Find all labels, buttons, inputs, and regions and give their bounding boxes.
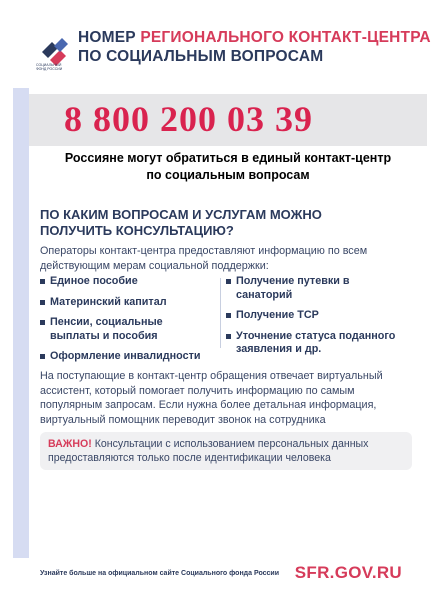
subtitle — [29, 150, 427, 184]
list-item: Пенсии, социальные выплаты и пособия — [40, 316, 170, 343]
note-label: ВАЖНО! — [48, 438, 92, 450]
phone-number[interactable]: 8 800 200 03 39 — [64, 99, 313, 139]
header — [0, 0, 433, 90]
list-item: Получение ТСР — [226, 309, 411, 323]
questions-heading-line2: ПОЛУЧИТЬ КОНСУЛЬТАЦИЮ? — [40, 223, 234, 238]
footer — [40, 563, 412, 582]
column-divider — [220, 278, 221, 348]
note-text — [48, 437, 404, 465]
questions-intro: Операторы контакт-центра предоставляют информацию по всем действующим мерам социальной поддержки: — [40, 245, 368, 272]
page-title-line1 — [78, 29, 431, 47]
subtitle-line2: по социальным вопросам — [146, 168, 310, 182]
important-note — [40, 432, 412, 470]
title-part-dark: НОМЕР — [78, 29, 141, 46]
list-item: Оформление инвалидности — [40, 350, 215, 364]
list-item: Уточнение статуса поданного заявления и др. — [226, 330, 406, 357]
logo-caption: СОЦИАЛЬНЫЙ ФОНД РОССИИ — [36, 63, 63, 71]
page-title-line2: ПО СОЦИАЛЬНЫМ ВОПРОСАМ — [78, 48, 324, 65]
list-item: Получение путевки в санаторий — [226, 275, 356, 302]
footer-text: Узнайте больше на официальном сайте Социального фонда России — [40, 570, 280, 577]
note-body: Консультации с использованием персональных данных предоставляются только после идентификации человека — [48, 438, 369, 464]
website-link[interactable]: SFR.GOV.RU — [294, 563, 402, 582]
assistant-paragraph: На поступающие в контакт-центр обращения отвечает виртуальный ассистент, который помогает получить информацию по самым популярным запросам. Если нужна более детальная информация, виртуальный помощник переводит звонок на сотрудника — [40, 370, 383, 426]
questions-heading-line1: ПО КАКИМ ВОПРОСАМ И УСЛУГАМ МОЖНО — [40, 207, 322, 222]
services-list-left — [40, 275, 215, 371]
decorative-left-bar — [13, 88, 29, 558]
title-part-accent: РЕГИОНАЛЬНОГО КОНТАКТ-ЦЕНТРА — [140, 29, 431, 46]
list-item: Материнский капитал — [40, 296, 215, 310]
subtitle-line1: Россияне могут обратиться в единый контакт-центр — [64, 151, 392, 165]
questions-heading — [40, 207, 322, 239]
list-item: Единое пособие — [40, 275, 215, 289]
services-list-right — [226, 275, 411, 364]
